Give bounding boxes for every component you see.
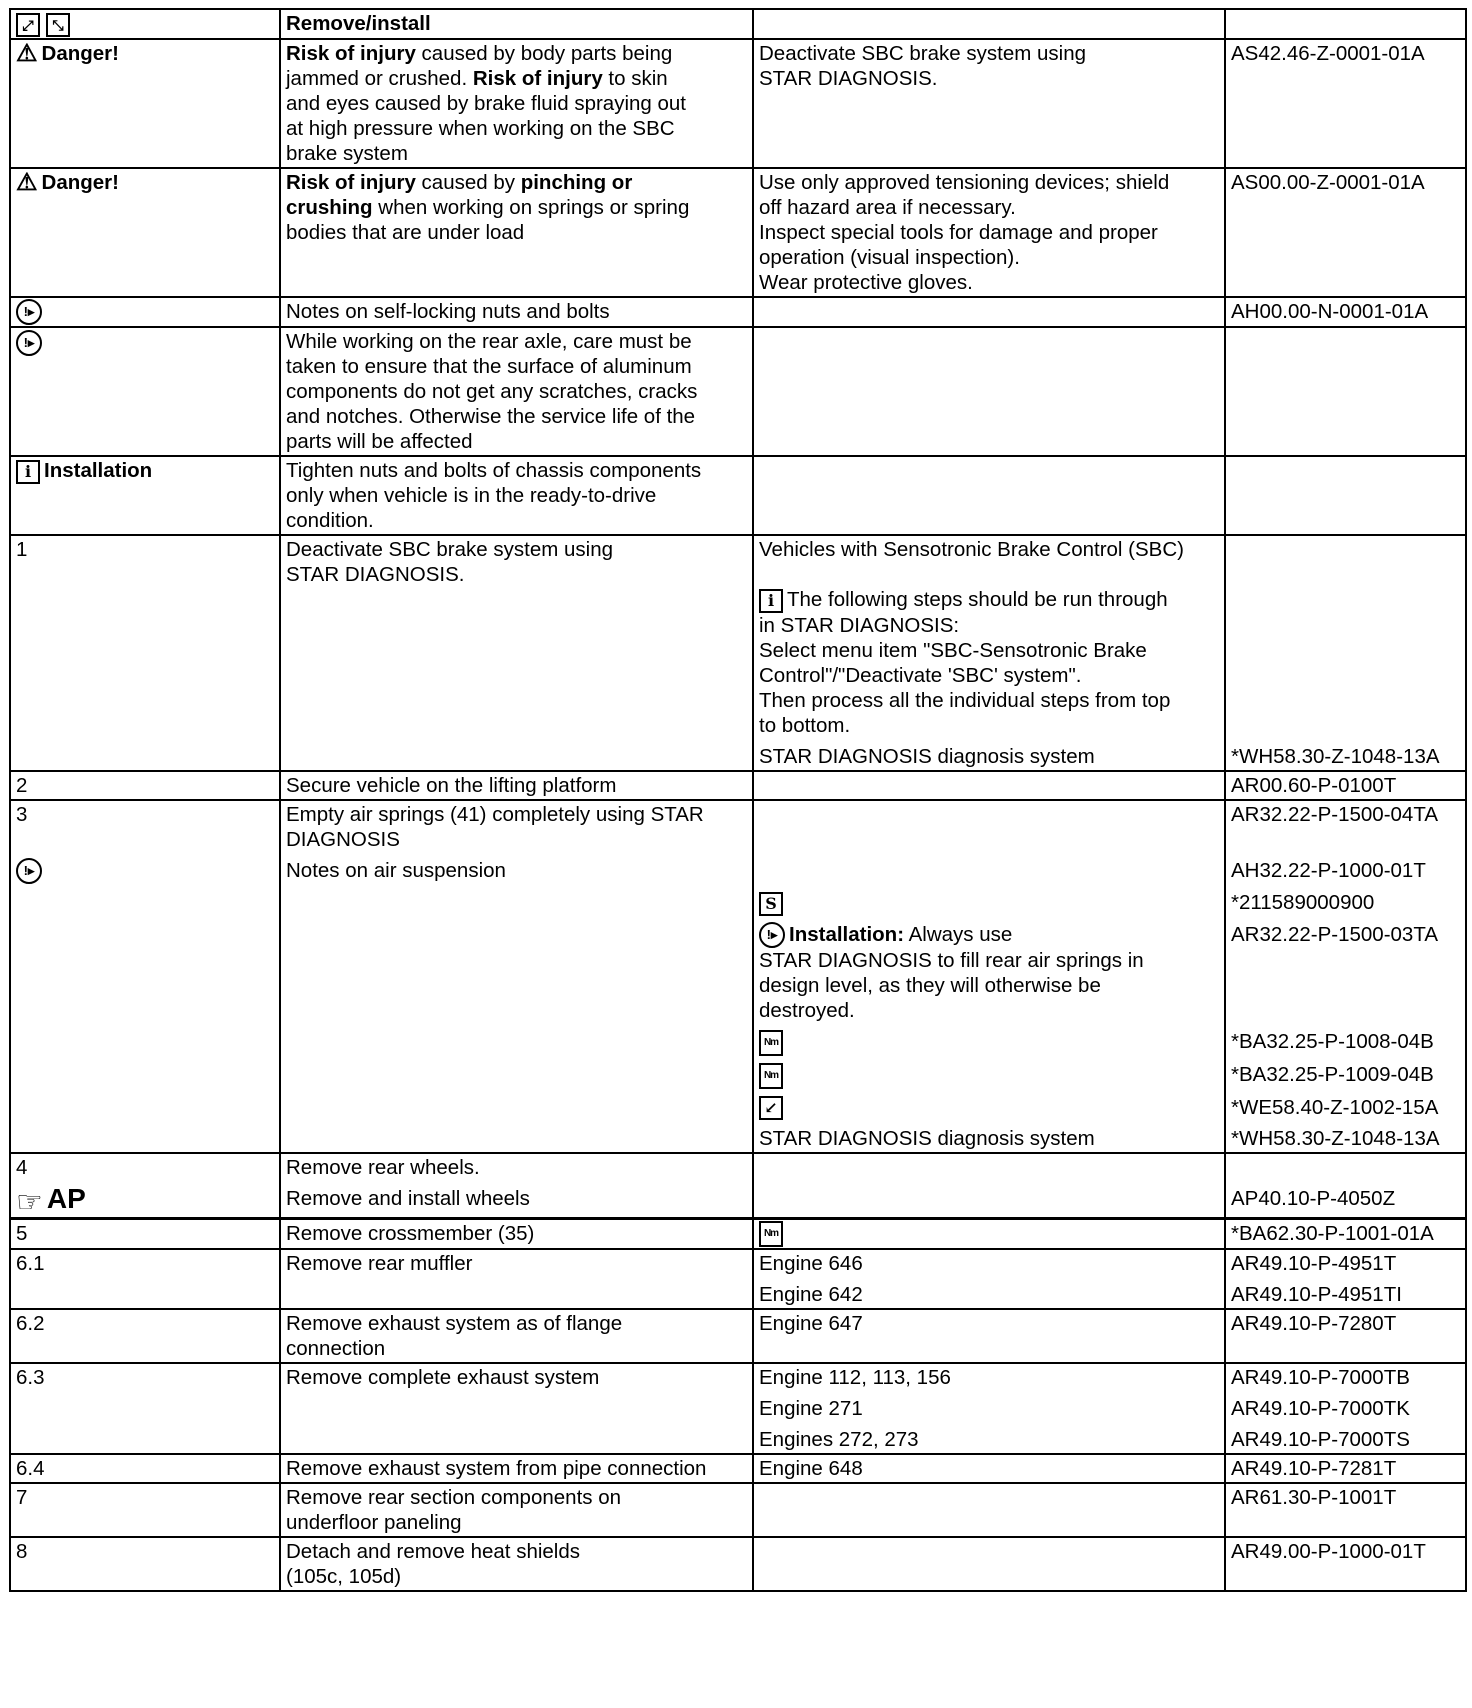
info-icon: i [759,589,783,613]
ap-label: AP [46,1183,86,1215]
instruction-cell [280,885,753,917]
text-span: The following steps should be run through [787,588,1168,612]
text-line[interactable]: AR49.10-P-7281T [1231,1457,1397,1481]
instruction-cell [280,1181,753,1218]
text-line[interactable]: AP40.10-P-4050Z [1231,1187,1396,1211]
condition-cell [753,456,1225,535]
text-line: only when vehicle is in the ready-to-drive [286,484,657,508]
step-cell [10,1153,280,1181]
condition-cell [753,853,1225,886]
text-line: 1 [16,538,28,562]
text-line: STAR DIAGNOSIS diagnosis system [759,744,1095,768]
text-line: Control"/"Deactivate 'SBC' system". [759,663,1082,687]
reference-cell [1225,885,1466,917]
note-icon: !▸ [16,330,42,356]
text-line [16,41,274,67]
table-row [10,1537,1466,1591]
text-line: STAR DIAGNOSIS. [286,563,465,587]
text-line: parts will be affected [286,430,473,454]
instruction-cell [280,1422,753,1454]
table-row [10,1483,1466,1537]
text-line [759,1029,1219,1056]
reference-cell [1225,1363,1466,1391]
text-line: Engines 272, 273 [759,1428,919,1452]
text-line: 4 [16,1156,28,1180]
condition-cell [753,1181,1225,1218]
text-line: Remove rear muffler [286,1252,473,1276]
text-line[interactable]: AS00.00-Z-0001-01A [1231,170,1425,194]
table-row [10,800,1466,853]
step-cell [10,327,280,456]
text-line[interactable]: AR00.60-P-0100T [1231,773,1397,797]
condition-cell [753,1483,1225,1537]
header-empty-cell [753,9,1225,39]
text-line[interactable]: AR49.10-P-7000TB [1231,1366,1410,1390]
text-line[interactable]: AR32.22-P-1500-04TA [1231,802,1439,826]
step-cell [10,1391,280,1422]
instruction-cell [280,1483,753,1537]
condition-cell [753,535,1225,739]
instruction-cell [280,1153,753,1181]
reference-cell [1225,1249,1466,1277]
text-line: 8 [16,1540,28,1564]
reference-cell [1225,39,1466,168]
step-cell [10,535,280,739]
condition-cell [753,39,1225,168]
reference-cell [1225,1218,1466,1249]
instruction-cell [280,1249,753,1277]
table-row [10,327,1466,456]
bold-text: Risk of injury [286,170,416,194]
reference-cell [1225,1277,1466,1309]
text-line: Engine 646 [759,1252,863,1276]
text-line [16,858,274,885]
reference-cell [1225,771,1466,800]
text-line: Inspect special tools for damage and proper [759,220,1158,244]
step-cell [10,1249,280,1277]
condition-cell [753,297,1225,328]
reference-cell [1225,739,1466,771]
text-line[interactable]: *WH58.30-Z-1048-13A [1231,1127,1440,1151]
text-line: Tighten nuts and bolts of chassis components [286,459,702,483]
text-line [759,922,1219,949]
text-line: Remove and install wheels [286,1187,530,1211]
text-line: taken to ensure that the surface of aluminum [286,355,692,379]
text-line: components do not get any scratches, cracks [286,380,698,404]
step-cell [10,1483,280,1537]
condition-cell [753,1309,1225,1363]
instruction-cell [280,456,753,535]
info-icon: i [16,460,40,484]
instruction-cell [280,1537,753,1591]
text-line[interactable]: AR61.30-P-1001T [1231,1486,1397,1510]
instruction-cell [280,1121,753,1153]
text-line: STAR DIAGNOSIS to fill rear air springs in [759,949,1144,973]
instruction-cell [280,297,753,328]
instruction-cell [280,800,753,853]
text-line [286,41,747,66]
step-cell [10,739,280,771]
reference-cell [1225,1024,1466,1057]
reference-cell [1225,1309,1466,1363]
text-line[interactable]: *WE58.40-Z-1002-15A [1231,1095,1439,1119]
reference-cell [1225,535,1466,739]
text-line: bodies that are under load [286,220,525,244]
text-line: STAR DIAGNOSIS diagnosis system [759,1127,1095,1151]
condition-cell [753,1422,1225,1454]
text-line[interactable]: AR49.00-P-1000-01T [1231,1540,1426,1564]
condition-cell [753,885,1225,917]
condition-cell [753,168,1225,297]
instruction-cell [280,168,753,297]
special-tool-icon: S [759,892,783,916]
text-line [759,1095,1219,1121]
text-span: jammed or crushed. [286,66,473,90]
step-cell [10,39,280,168]
text-line [286,170,747,195]
text-line: Remove rear wheels. [286,1156,480,1180]
instruction-cell [280,1277,753,1309]
text-line[interactable]: AS42.46-Z-0001-01A [1231,41,1425,65]
section-title: Remove/install [286,12,431,35]
hand-pointer-icon: ☞ [16,1185,43,1219]
table-row [10,1153,1466,1181]
text-line: 7 [16,1486,28,1510]
instruction-cell [280,535,753,739]
instruction-cell [280,771,753,800]
condition-cell [753,1121,1225,1153]
table-row [10,917,1466,1025]
text-line: Remove exhaust system from pipe connection [286,1457,707,1481]
step-cell [10,771,280,800]
warning-icon: ⚠ [16,169,38,197]
table-row [10,1391,1466,1422]
step-cell [10,800,280,853]
text-line: Engine 112, 113, 156 [759,1366,951,1390]
torque-nm-icon: Nm [759,1221,783,1247]
text-line: 3 [16,802,28,826]
instruction-cell [280,1363,753,1391]
bold-text: Danger! [41,170,119,194]
instruction-cell [280,1057,753,1090]
instruction-cell [280,327,753,456]
text-line: Remove crossmember (35) [286,1221,535,1245]
text-line: at high pressure when working on the SBC [286,116,675,140]
procedure-table [9,8,1467,1592]
step-cell [10,1363,280,1391]
text-line[interactable]: AH00.00-N-0001-01A [1231,299,1429,323]
text-line: Then process all the individual steps from top [759,688,1171,712]
table-row [10,853,1466,886]
text-line: Deactivate SBC brake system using [286,538,613,562]
text-line: Notes on self-locking nuts and bolts [286,299,610,323]
text-line: Wear protective gloves. [759,270,973,294]
text-line[interactable]: AR49.10-P-7000TS [1231,1428,1410,1452]
step-cell [10,1309,280,1363]
table-row [10,1454,1466,1483]
instruction-cell [280,1454,753,1483]
table-row [10,456,1466,535]
reference-cell [1225,1454,1466,1483]
text-line [16,170,274,196]
reference-cell [1225,1090,1466,1122]
condition-cell [753,1090,1225,1122]
table-row [10,1090,1466,1122]
text-line [16,1183,274,1219]
reference-cell [1225,1153,1466,1181]
text-line: DIAGNOSIS [286,827,400,851]
step-cell [10,1181,280,1218]
step-cell [10,1218,280,1249]
text-line: in STAR DIAGNOSIS: [759,613,960,637]
text-line: condition. [286,509,374,533]
angle-tool-icon: ↙ [759,1096,783,1120]
table-row [10,1057,1466,1090]
expand-icon[interactable]: ⤢ [16,13,40,37]
note-icon: !▸ [16,299,42,325]
text-line: Remove exhaust system as of flange [286,1312,623,1336]
torque-nm-icon: Nm [759,1030,783,1056]
text-line[interactable]: AR49.10-P-7000TK [1231,1397,1410,1421]
text-line: design level, as they will otherwise be [759,974,1101,998]
reference-cell [1225,1181,1466,1218]
table-row [10,1218,1466,1249]
text-line[interactable]: AR49.10-P-4951T [1231,1252,1397,1276]
table-row [10,535,1466,739]
condition-cell [753,1218,1225,1249]
text-line: Remove rear section components on [286,1486,622,1510]
step-cell [10,1090,280,1122]
condition-cell [753,1363,1225,1391]
warning-icon: ⚠ [16,40,38,68]
condition-cell [753,1153,1225,1181]
table-row [10,771,1466,800]
instruction-cell [280,1391,753,1422]
text-line: Remove complete exhaust system [286,1366,600,1390]
table-row [10,739,1466,771]
text-line: to bottom. [759,713,851,737]
step-cell [10,297,280,328]
reference-cell [1225,1391,1466,1422]
text-line: Detach and remove heat shields [286,1540,581,1564]
bold-text: crushing [286,195,373,219]
table-row [10,1121,1466,1153]
instruction-cell [280,739,753,771]
instruction-cell [280,39,753,168]
instruction-cell [280,1218,753,1249]
text-line: off hazard area if necessary. [759,195,1016,219]
text-line: brake system [286,141,408,165]
reference-cell [1225,1057,1466,1090]
condition-cell [753,739,1225,771]
bold-text: Danger! [41,41,119,65]
text-line [286,66,747,91]
text-span: Always use [904,922,1013,946]
bold-text: Installation: [789,922,905,946]
step-cell [10,168,280,297]
text-span: to skin [602,66,668,90]
text-line: underfloor paneling [286,1511,462,1535]
instruction-cell [280,1090,753,1122]
step-cell [10,853,280,886]
text-line [16,458,274,484]
text-line: 6.2 [16,1312,45,1336]
text-line: Engine 648 [759,1457,863,1481]
condition-cell [753,917,1225,1025]
table-row [10,1024,1466,1057]
condition-cell [753,1249,1225,1277]
text-line: Engine 642 [759,1283,863,1307]
note-icon: !▸ [759,922,785,948]
text-line: 6.1 [16,1252,45,1276]
step-cell [10,1537,280,1591]
note-icon: !▸ [16,858,42,884]
text-line: (105c, 105d) [286,1565,402,1589]
reference-cell [1225,853,1466,886]
condition-cell [753,1454,1225,1483]
text-span: caused by body parts being [415,41,673,65]
text-line: Engine 647 [759,1312,863,1336]
text-line: Secure vehicle on the lifting platform [286,773,617,797]
text-line: 6.4 [16,1457,45,1481]
text-line[interactable]: *WH58.30-Z-1048-13A [1231,744,1440,768]
condition-cell [753,1057,1225,1090]
text-line[interactable]: AR49.10-P-4951TI [1231,1283,1402,1307]
step-cell [10,917,280,1025]
text-line: 5 [16,1221,28,1245]
text-line[interactable]: *BA62.30-P-1001-01A [1231,1221,1434,1245]
text-line [16,329,274,356]
text-line: and notches. Otherwise the service life of the [286,405,696,429]
instruction-cell [280,1309,753,1363]
header-icons-cell [10,9,280,39]
text-line[interactable]: *BA32.25-P-1009-04B [1231,1063,1434,1087]
table-row [10,1422,1466,1454]
step-cell [10,1422,280,1454]
table-row [10,168,1466,297]
step-cell [10,1057,280,1090]
table-row [10,1277,1466,1309]
instruction-cell [280,1024,753,1057]
text-line: and eyes caused by brake fluid spraying out [286,91,687,115]
condition-cell [753,800,1225,853]
table-row [10,1309,1466,1363]
text-line: Engine 271 [759,1397,863,1421]
text-line: operation (visual inspection). [759,245,1020,269]
text-line [759,890,1219,916]
text-line: Notes on air suspension [286,858,506,882]
text-span: when working on springs or spring [372,195,690,219]
condition-cell [753,1391,1225,1422]
text-line: Empty air springs (41) completely using STAR [286,802,704,826]
table-row [10,1363,1466,1391]
text-line [759,1062,1219,1089]
text-line: Vehicles with Sensotronic Brake Control (SBC) [759,538,1184,562]
reference-cell [1225,327,1466,456]
table-row [10,1181,1466,1218]
text-line [286,195,747,220]
table-row [10,1249,1466,1277]
text-line [16,299,274,326]
text-line[interactable]: *211589000900 [1231,891,1375,915]
condition-cell [753,327,1225,456]
reference-cell [1225,800,1466,853]
text-line [759,587,1219,613]
text-line[interactable]: AR49.10-P-7280T [1231,1312,1397,1336]
condition-cell [753,1277,1225,1309]
text-line: 6.3 [16,1366,45,1390]
text-line [759,562,1219,587]
header-title-cell [280,9,753,39]
text-line: connection [286,1337,386,1361]
step-cell [10,885,280,917]
text-line[interactable]: AR32.22-P-1500-03TA [1231,922,1439,946]
header-row [10,9,1466,39]
text-line: While working on the rear axle, care must be [286,330,692,354]
condition-cell [753,1537,1225,1591]
reference-cell [1225,917,1466,1025]
header-empty-cell [1225,9,1466,39]
table-row [10,297,1466,328]
step-cell [10,1277,280,1309]
step-cell [10,1024,280,1057]
table-row [10,39,1466,168]
text-line: Use only approved tensioning devices; shield [759,170,1170,194]
text-line [759,1221,1219,1248]
condition-cell [753,1024,1225,1057]
table-row [10,885,1466,917]
condition-cell [753,771,1225,800]
text-line[interactable]: *BA32.25-P-1008-04B [1231,1030,1434,1054]
reference-cell [1225,1121,1466,1153]
text-line[interactable]: AH32.22-P-1000-01T [1231,858,1426,882]
bold-text: Risk of injury [286,41,416,65]
text-line: destroyed. [759,999,855,1023]
instruction-cell [280,917,753,1025]
reference-cell [1225,1537,1466,1591]
text-span: caused by [415,170,521,194]
text-line: Deactivate SBC brake system using [759,41,1086,65]
reference-cell [1225,456,1466,535]
text-line: 2 [16,773,28,797]
reference-cell [1225,297,1466,328]
bold-text: Installation [44,459,153,483]
text-line: STAR DIAGNOSIS. [759,66,938,90]
step-cell [10,1454,280,1483]
step-cell [10,1121,280,1153]
step-cell [10,456,280,535]
bold-text: pinching or [520,170,633,194]
instruction-cell [280,853,753,886]
torque-nm-icon: Nm [759,1063,783,1089]
reference-cell [1225,1483,1466,1537]
bold-text: Risk of injury [472,66,603,90]
reference-cell [1225,1422,1466,1454]
reference-cell [1225,168,1466,297]
text-line: Select menu item "SBC-Sensotronic Brake [759,638,1147,662]
collapse-icon[interactable]: ⤡ [46,13,70,37]
